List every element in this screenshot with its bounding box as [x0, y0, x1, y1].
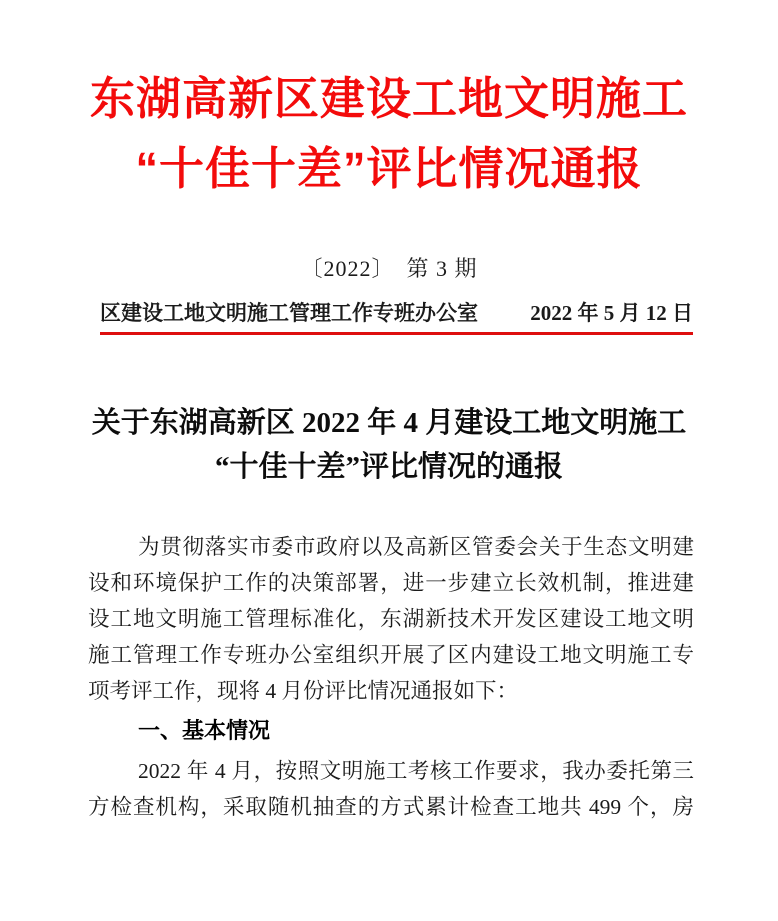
notice-title-line1: 关于东湖高新区 2022 年 4 月建设工地文明施工 — [91, 407, 687, 439]
issuing-office: 区建设工地文明施工管理工作专班办公室 — [100, 301, 478, 325]
notice-title-line2: “十佳十差”评比情况的通报 — [214, 451, 563, 483]
document-page — [0, 64, 778, 921]
red-divider-rule — [100, 332, 693, 335]
paragraph1-line1: 为贯彻落实市委市政府以及高新区管委会关于生态文明建 — [138, 535, 694, 559]
paragraph2-line2: 方检查机构，采取随机抽查的方式累计检查工地共 499 个，房 — [88, 795, 694, 819]
document-masthead — [0, 64, 778, 335]
issue-date: 2022 年 5 月 12 日 — [530, 301, 693, 325]
office-date-row — [100, 298, 693, 328]
paragraph1-line4: 施工管理工作专班办公室组织开展了区内建设工地文明施工专 — [88, 643, 694, 667]
paragraph1-line3: 设工地文明施工管理标准化，东湖新技术开发区建设工地文明 — [88, 607, 694, 631]
masthead-title — [0, 64, 778, 204]
section1-heading: 一、基本情况 — [138, 718, 271, 743]
notice-body — [0, 401, 778, 825]
masthead-title-line2: “十佳十差”评比情况通报 — [135, 143, 643, 194]
masthead-title-line1: 东湖高新区建设工地文明施工 — [89, 73, 688, 124]
notice-text — [88, 529, 694, 825]
paragraph1-line2: 设和环境保护工作的决策部署，进一步建立长效机制，推进建 — [88, 571, 694, 595]
issue-number: 〔2022〕 第 3 期 — [300, 256, 478, 281]
notice-title — [40, 401, 738, 489]
paragraph2-line1: 2022 年 4 月，按照文明施工考核工作要求，我办委托第三 — [138, 759, 694, 783]
paragraph1-line5: 项考评工作，现将 4 月份评比情况通报如下： — [88, 679, 519, 703]
